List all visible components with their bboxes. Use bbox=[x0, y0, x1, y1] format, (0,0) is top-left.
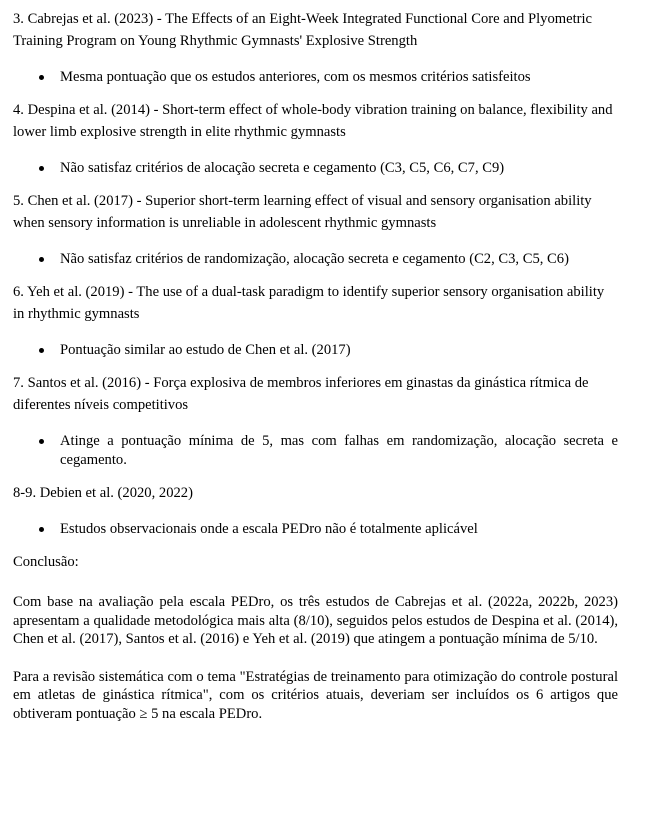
study-bullets-6 bbox=[13, 341, 618, 360]
conclusion-paragraph-1: Com base na avaliação pela escala PEDro, os três estudos de Cabrejas et al. (2022a, 2022b, 2023) apresentam a qualidade metodológica mais alta (8/10), seguidos pelos estudos de Despina et al. (2014), Chen et al. (2017), Santos et al. (2016) e Yeh et al. (2019) que atingem a pontuação mínima de 5/10. bbox=[13, 594, 618, 647]
study-bullet-6: Pontuação similar ao estudo de Chen et al. (2017) bbox=[60, 341, 618, 360]
study-heading-7: 7. Santos et al. (2016) - Força explosiva de membros inferiores em ginastas da ginástica rítmica de diferentes níveis competitivos bbox=[13, 375, 589, 413]
study-entry-3 bbox=[13, 8, 618, 87]
study-heading-3: 3. Cabrejas et al. (2023) - The Effects of an Eight-Week Integrated Functional Core and Plyometric Training Program on Young Rhythmic Gymnasts' Explosive Strength bbox=[13, 11, 593, 49]
study-entry-4 bbox=[13, 99, 618, 178]
study-heading-4: 4. Despina et al. (2014) - Short-term effect of whole-body vibration training on balance, flexibility and lower limb explosive strength in elite rhythmic gymnasts bbox=[13, 102, 613, 140]
study-bullet-8-9: Estudos observacionais onde a escala PEDro não é totalmente aplicável bbox=[60, 520, 618, 539]
study-entry-5 bbox=[13, 190, 618, 269]
study-heading-8-9: 8-9. Debien et al. (2020, 2022) bbox=[13, 485, 193, 501]
study-heading-6: 6. Yeh et al. (2019) - The use of a dual-task paradigm to identify superior sensory organisation ability in rhythmic gymnasts bbox=[13, 284, 605, 322]
study-entry-7 bbox=[13, 372, 618, 470]
conclusion-paragraph-2: Para a revisão sistemática com o tema "Estratégias de treinamento para otimização do controle postural em atletas de ginástica rítmica", com os critérios atuais, deveriam ser incluídos os 6 artigos que obtiveram pontuação ≥ 5 na escala PEDro. bbox=[13, 668, 618, 722]
study-bullet-4: Não satisfaz critérios de alocação secreta e cegamento (C3, C5, C6, C7, C9) bbox=[60, 159, 618, 178]
study-bullets-7 bbox=[13, 432, 618, 470]
study-entry-8-9 bbox=[13, 482, 618, 539]
study-bullet-5: Não satisfaz critérios de randomização, alocação secreta e cegamento (C2, C3, C5, C6) bbox=[60, 250, 618, 269]
study-entry-6 bbox=[13, 281, 618, 360]
study-bullets-3 bbox=[13, 68, 618, 87]
study-heading-5: 5. Chen et al. (2017) - Superior short-term learning effect of visual and sensory organisation ability when sensory information is unreliable in adolescent rhythmic gymnasts bbox=[13, 193, 592, 231]
study-bullets-8-9 bbox=[13, 520, 618, 539]
study-bullet-3: Mesma pontuação que os estudos anteriores, com os mesmos critérios satisfeitos bbox=[60, 68, 618, 87]
conclusion-label: Conclusão: bbox=[13, 554, 79, 570]
study-bullets-5 bbox=[13, 250, 618, 269]
study-bullet-7: Atinge a pontuação mínima de 5, mas com falhas em randomização, alocação secreta e cegamento. bbox=[60, 433, 618, 468]
study-bullets-4 bbox=[13, 159, 618, 178]
